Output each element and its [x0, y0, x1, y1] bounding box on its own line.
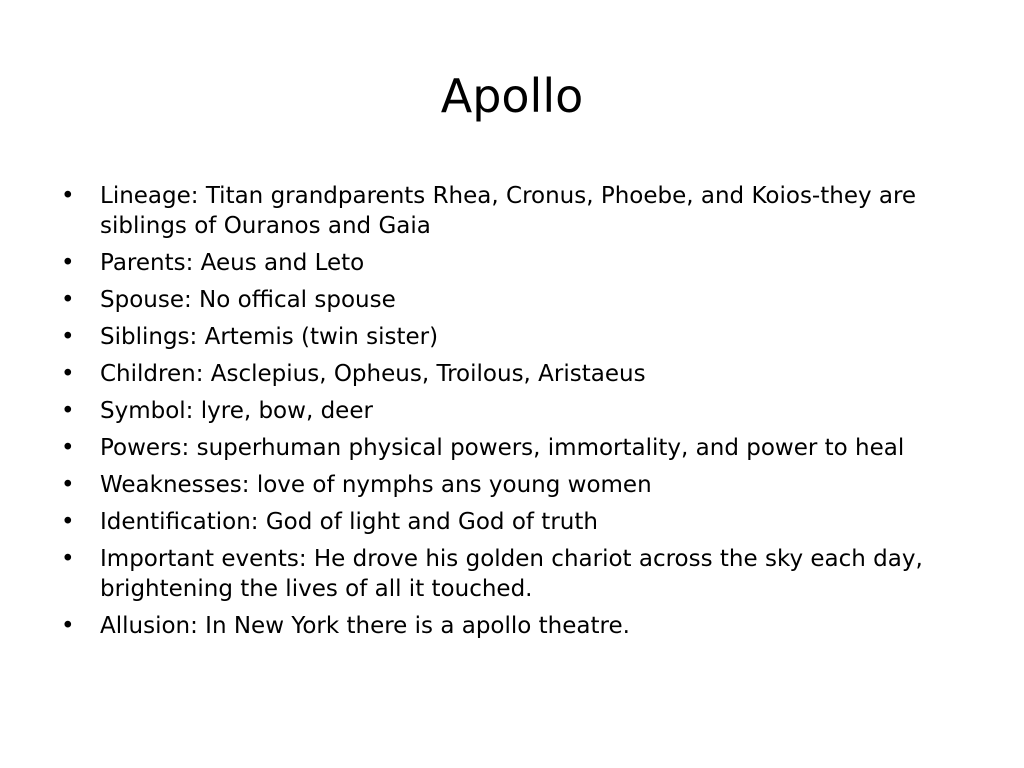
bullet-item-parents: • Parents: Aeus and Leto	[100, 248, 980, 278]
bullet-item-identification: • Identification: God of light and God of truth	[100, 507, 980, 537]
bullet-item-spouse: • Spouse: No offical spouse	[100, 285, 980, 315]
bullet-item-important-events: • Important events: He drove his golden chariot across the sky each day, brightening the lives of all it touched.	[100, 544, 980, 604]
bullet-item-weaknesses: • Weaknesses: love of nymphs ans young women	[100, 470, 980, 500]
bullet-item-siblings: • Siblings: Artemis (twin sister)	[100, 322, 980, 352]
slide-title: Apollo	[440, 69, 584, 123]
bullet-item-symbol: • Symbol: lyre, bow, deer	[100, 396, 980, 426]
bullet-item-children: • Children: Asclepius, Opheus, Troilous, Aristaeus	[100, 359, 980, 389]
bullet-list	[100, 181, 980, 648]
bullet-item-allusion: • Allusion: In New York there is a apollo theatre.	[100, 611, 980, 641]
bullet-item-lineage: • Lineage: Titan grandparents Rhea, Cronus, Phoebe, and Koios-they are siblings of Ouranos and Gaia	[100, 181, 980, 241]
bullet-item-powers: • Powers: superhuman physical powers, immortality, and power to heal	[100, 433, 980, 463]
